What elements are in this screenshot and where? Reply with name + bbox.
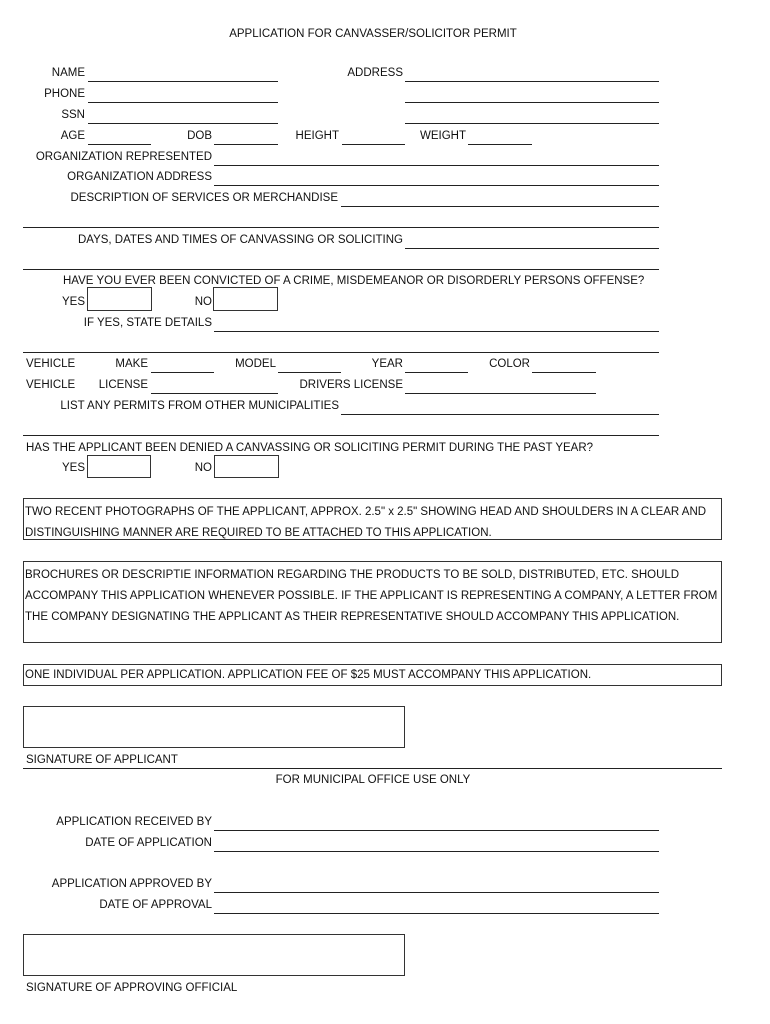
photos-notice: TWO RECENT PHOTOGRAPHS OF THE APPLICANT, APPROX. 2.5" x 2.5" SHOWING HEAD AND SHOULDERS IN A CLEAR AND DISTINGUISHING MANNER ARE REQUIRED TO BE ATTACHED TO THIS APPLICATION.	[23, 498, 722, 540]
age-label: AGE	[60, 130, 85, 142]
received-by-line[interactable]	[214, 830, 659, 831]
details-label: IF YES, STATE DETAILS	[83, 317, 212, 329]
height-line[interactable]	[342, 144, 405, 145]
drivers-license-line[interactable]	[405, 393, 596, 394]
description-line[interactable]	[341, 206, 659, 207]
make-label: MAKE	[115, 358, 148, 370]
dob-line[interactable]	[214, 144, 278, 145]
dob-label: DOB	[187, 130, 212, 142]
vehicle-label-1: VEHICLE	[26, 358, 76, 370]
permits-line[interactable]	[341, 414, 659, 415]
conviction-yes-label: YES	[61, 296, 85, 308]
received-by-label: APPLICATION RECEIVED BY	[56, 816, 212, 828]
ssn-line[interactable]	[88, 123, 278, 124]
date-of-application-label: DATE OF APPLICATION	[85, 837, 212, 849]
weight-label: WEIGHT	[420, 130, 466, 142]
organization-line[interactable]	[214, 165, 659, 166]
organization-address-line[interactable]	[214, 185, 659, 186]
age-line[interactable]	[88, 144, 151, 145]
denied-yes-label: YES	[61, 462, 85, 474]
days-dates-label: DAYS, DATES AND TIMES OF CANVASSING OR SOLICITING	[77, 234, 403, 246]
conviction-no-box[interactable]	[213, 287, 278, 311]
official-signature-label: SIGNATURE OF APPROVING OFFICIAL	[26, 982, 238, 994]
details-line-2[interactable]	[23, 352, 659, 353]
denied-yes-box[interactable]	[87, 455, 151, 478]
color-label: COLOR	[489, 358, 530, 370]
form-title: APPLICATION FOR CANVASSER/SOLICITOR PERMIT	[229, 28, 517, 40]
permits-line-2[interactable]	[23, 435, 659, 436]
address-label: ADDRESS	[347, 67, 403, 79]
ssn-label: SSN	[61, 109, 85, 121]
model-label: MODEL	[235, 358, 276, 370]
drivers-license-label: DRIVERS LICENSE	[299, 379, 403, 391]
license-line[interactable]	[151, 393, 278, 394]
license-label: LICENSE	[98, 379, 148, 391]
date-of-application-line[interactable]	[214, 851, 659, 852]
description-label: DESCRIPTION OF SERVICES OR MERCHANDISE	[70, 192, 338, 204]
applicant-signature-box[interactable]	[23, 706, 405, 748]
weight-line[interactable]	[468, 144, 532, 145]
name-line[interactable]	[88, 81, 278, 82]
address-line-3[interactable]	[405, 123, 659, 124]
details-line[interactable]	[214, 331, 659, 332]
make-line[interactable]	[151, 372, 214, 373]
height-label: HEIGHT	[295, 130, 339, 142]
model-line[interactable]	[278, 372, 341, 373]
denied-question: HAS THE APPLICANT BEEN DENIED A CANVASSING OR SOLICITING PERMIT DURING THE PAST YEAR?	[26, 442, 594, 454]
permits-label: LIST ANY PERMITS FROM OTHER MUNICIPALITIES	[60, 400, 339, 412]
address-line-1[interactable]	[405, 81, 659, 82]
section-divider	[23, 768, 722, 769]
days-dates-line[interactable]	[405, 248, 659, 249]
approved-by-label: APPLICATION APPROVED BY	[51, 878, 212, 890]
conviction-question: HAVE YOU EVER BEEN CONVICTED OF A CRIME, MISDEMEANOR OR DISORDERLY PERSONS OFFENSE?	[63, 275, 645, 287]
conviction-no-label: NO	[194, 296, 212, 308]
fee-notice: ONE INDIVIDUAL PER APPLICATION. APPLICATION FEE OF $25 MUST ACCOMPANY THIS APPLICATION.	[23, 664, 722, 686]
denied-no-label: NO	[194, 462, 212, 474]
description-line-2[interactable]	[23, 227, 659, 228]
vehicle-label-2: VEHICLE	[26, 379, 76, 391]
date-of-approval-label: DATE OF APPROVAL	[99, 899, 212, 911]
brochures-notice: BROCHURES OR DESCRIPTIE INFORMATION REGARDING THE PRODUCTS TO BE SOLD, DISTRIBUTED, ETC. SHOULD ACCOMPANY THIS APPLICATION WHENEVER POSSIBLE. IF THE APPLICANT IS REPRESENTING A COMPANY, A LETTER FROM THE COMPANY DESIGNATING THE APPLICANT AS THEIR REPRESENTATIVE SHOULD ACCOMPANY THIS APPLICATION.	[23, 561, 722, 643]
year-label: YEAR	[371, 358, 403, 370]
color-line[interactable]	[532, 372, 596, 373]
official-signature-box[interactable]	[23, 934, 405, 976]
conviction-yes-box[interactable]	[87, 287, 152, 311]
phone-label: PHONE	[44, 88, 85, 100]
office-use-heading: FOR MUNICIPAL OFFICE USE ONLY	[275, 774, 471, 786]
name-label: NAME	[51, 67, 85, 79]
applicant-signature-label: SIGNATURE OF APPLICANT	[26, 754, 178, 766]
organization-address-label: ORGANIZATION ADDRESS	[67, 171, 212, 183]
date-of-approval-line[interactable]	[214, 913, 659, 914]
organization-label: ORGANIZATION REPRESENTED	[35, 151, 212, 163]
address-line-2[interactable]	[405, 102, 659, 103]
phone-line[interactable]	[88, 102, 278, 103]
denied-no-box[interactable]	[214, 455, 279, 478]
approved-by-line[interactable]	[214, 892, 659, 893]
year-line[interactable]	[405, 372, 468, 373]
days-dates-line-2[interactable]	[23, 269, 659, 270]
